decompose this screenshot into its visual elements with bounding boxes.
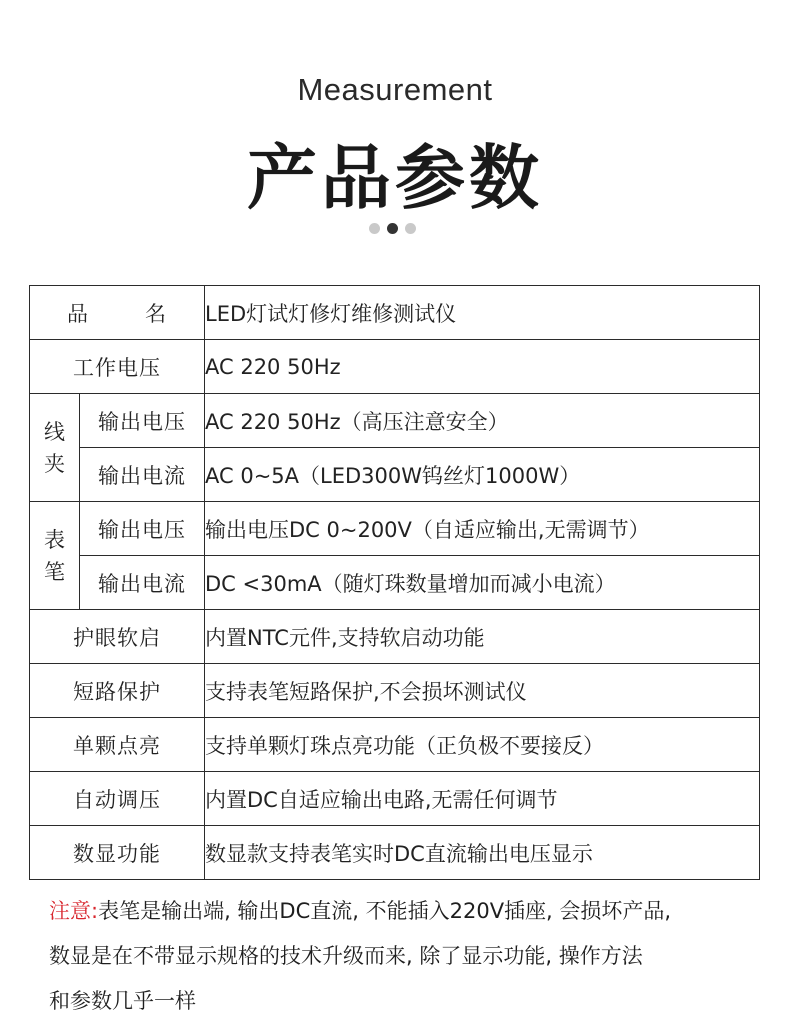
- row-label-clip-output-current: 输出电流: [80, 448, 205, 502]
- table-row: [30, 286, 760, 340]
- notice-line-3: 和参数几乎一样: [49, 989, 196, 1013]
- row-value-digital-display: 数显款支持表笔实时DC直流输出电压显示: [205, 826, 760, 880]
- table-row: [30, 394, 760, 448]
- row-label-single-light: 单颗点亮: [30, 718, 205, 772]
- row-value-single-light: 支持单颗灯珠点亮功能（正负极不要接反）: [205, 718, 760, 772]
- notice-label: 注意:: [49, 899, 99, 923]
- carousel-dot-active[interactable]: [387, 223, 398, 234]
- group-label-probe: [30, 502, 80, 610]
- row-label-probe-output-voltage: 输出电压: [80, 502, 205, 556]
- table-row: [30, 826, 760, 880]
- row-value-working-voltage: AC 220 50Hz: [205, 340, 760, 394]
- row-value-soft-start: 内置NTC元件,支持软启动功能: [205, 610, 760, 664]
- row-label-auto-voltage: 自动调压: [30, 772, 205, 826]
- page-title: 产品参数: [247, 137, 543, 219]
- row-value-probe-output-current: DC <30mA（随灯珠数量增加而减小电流）: [205, 556, 760, 610]
- table-row: [30, 664, 760, 718]
- row-value-clip-output-current: AC 0~5A（LED300W钨丝灯1000W）: [205, 448, 760, 502]
- notice-line-1: 表笔是输出端, 输出DC直流, 不能插入220V插座, 会损坏产品,: [98, 899, 672, 923]
- table-row: [30, 502, 760, 556]
- product-parameters-table: [29, 285, 760, 880]
- row-value-short-circuit: 支持表笔短路保护,不会损坏测试仪: [205, 664, 760, 718]
- table-row: [30, 448, 760, 502]
- row-label-clip-output-voltage: 输出电压: [80, 394, 205, 448]
- group-label-char: 表: [44, 527, 65, 552]
- row-label-probe-output-current: 输出电流: [80, 556, 205, 610]
- group-label-clip: [30, 394, 80, 502]
- carousel-indicator: [369, 223, 416, 235]
- notice-text: [49, 889, 769, 1024]
- label-char: 名: [145, 301, 167, 326]
- row-label-short-circuit: 短路保护: [30, 664, 205, 718]
- row-label-soft-start: 护眼软启: [30, 610, 205, 664]
- page-subtitle: Measurement: [297, 72, 493, 107]
- row-label-product-name: [30, 286, 205, 340]
- row-value-auto-voltage: 内置DC自适应输出电路,无需任何调节: [205, 772, 760, 826]
- table-row: [30, 772, 760, 826]
- row-value-product-name: LED灯试灯修灯维修测试仪: [205, 286, 760, 340]
- notice-line-2: 数显是在不带显示规格的技术升级而来, 除了显示功能, 操作方法: [49, 944, 643, 968]
- table-row: [30, 718, 760, 772]
- group-label-char: 笔: [44, 559, 65, 584]
- notice-line: [49, 889, 769, 934]
- group-label-char: 夹: [44, 451, 65, 476]
- row-value-probe-output-voltage: 输出电压DC 0~200V（自适应输出,无需调节）: [205, 502, 760, 556]
- group-label-char: 线: [44, 419, 65, 444]
- table-row: [30, 610, 760, 664]
- row-value-clip-output-voltage: AC 220 50Hz（高压注意安全）: [205, 394, 760, 448]
- carousel-dot[interactable]: [405, 223, 416, 234]
- row-label-working-voltage: 工作电压: [30, 340, 205, 394]
- table-row: [30, 340, 760, 394]
- row-label-digital-display: 数显功能: [30, 826, 205, 880]
- carousel-dot[interactable]: [369, 223, 380, 234]
- label-char: 品: [67, 301, 89, 326]
- table-row: [30, 556, 760, 610]
